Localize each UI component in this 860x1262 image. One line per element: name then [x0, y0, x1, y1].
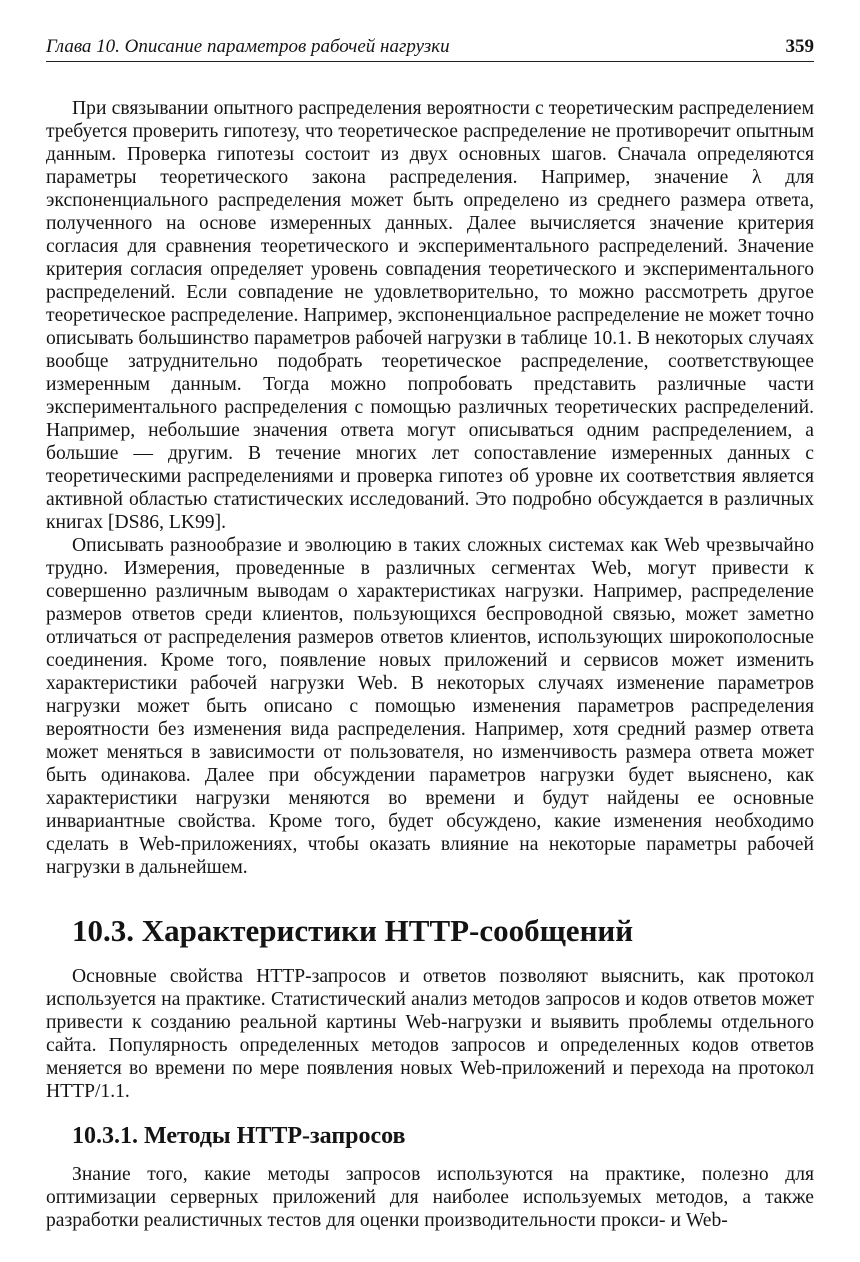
- chapter-title: Глава 10. Описание параметров рабочей нагрузки: [46, 36, 450, 57]
- page-number: 359: [785, 36, 814, 57]
- section-heading: 10.3. Характеристики HTTP-сообщений: [72, 913, 634, 948]
- paragraph: Знание того, какие методы запросов используются на практике, полезно для оптимизации серверных приложений для наиболее используемых методов, а также разработки реалистичных тестов для оценки производительности прокси- и Web-: [46, 1164, 814, 1231]
- subsection-heading: 10.3.1. Методы HTTP-запросов: [72, 1123, 406, 1149]
- running-header: [46, 34, 814, 62]
- paragraph: Основные свойства HTTP-запросов и ответов позволяют выяснить, как протокол используется на практике. Статистический анализ методов запросов и кодов ответов может привести к созданию реальной картины Web-нагрузки и выявить проблемы отдельного сайта. Популярность определенных методов запросов и определенных кодов ответов меняется во времени по мере появления новых Web-приложений и перехода на протокол HTTP/1.1.: [46, 966, 814, 1102]
- paragraph: Описывать разнообразие и эволюцию в таких сложных системах как Web чрезвычайно трудно. Измерения, проведенные в различных сегментах Web, могут привести к совершенно различным выводам о характеристиках нагрузки. Например, распределение размеров ответов среди клиентов, пользующихся беспроводной связью, может заметно отличаться от распределения размеров ответов клиентов, использующих широкополосные соединения. Кроме того, появление новых приложений и сервисов может изменить характеристики рабочей нагрузки Web. В некоторых случаях изменение параметров нагрузки может быть описано с помощью изменения параметров распределения вероятности без изменения вида распределения. Например, хотя средний размер ответа может меняться в зависимости от пользователя, но изменчивость размера ответа может быть одинакова. Далее при обсуждении параметров нагрузки будет выяснено, как характеристики нагрузки меняются во времени и будут найдены ее основные инвариантные свойства. Кроме того, будет обсуждено, какие изменения необходимо сделать в Web-приложениях, чтобы оказать влияние на некоторые параметры рабочей нагрузки в дальнейшем.: [46, 535, 814, 878]
- paragraph: При связывании опытного распределения вероятности с теоретическим распределением требуется проверить гипотезу, что теоретическое распределение не противоречит опытным данным. Проверка гипотезы состоит из двух основных шагов. Сначала определяются параметры теоретического закона распределения. Например, значение λ для экспоненциального распределения может быть определено из среднего размера ответа, полученного на основе измеренных данных. Далее вычисляется значение критерия согласия для сравнения теоретического и экспериментального распределений. Значение критерия согласия определяет уровень совпадения теоретического и экспериментального распределений. Если совпадение не удовлетворительно, то можно рассмотреть другое теоретическое распределение. Например, экспоненциальное распределение не может точно описывать большинство параметров рабочей нагрузки в таблице 10.1. В некоторых случаях вообще затруднительно подобрать теоретическое распределение, соответствующее измеренным данным. Тогда можно попробовать представить различные части экспериментального распределения с помощью различных теоретических распределений. Например, небольшие значения ответа могут описываться одним распределением, а большие — другим. В течение многих лет сопоставление измеренных данных с теоретическими распределениями и проверка гипотез об уровне их соответствия является активной областью статистических исследований. Это подробно обсуждается в различных книгах [DS86, LK99].: [46, 98, 814, 533]
- book-page: [46, 34, 814, 1232]
